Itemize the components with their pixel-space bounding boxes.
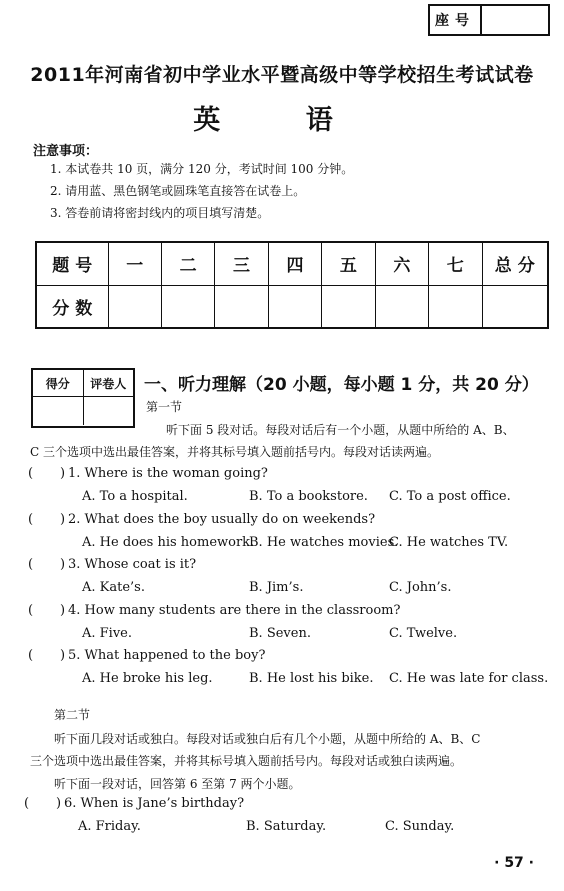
exam-title: 2011年河南省初中学业水平暨高级中等学校招生考试试卷 <box>30 64 534 86</box>
option-a: A. Five. <box>82 626 133 641</box>
seat-number-box <box>428 4 550 36</box>
option-b: B. Jim’s. <box>249 580 304 595</box>
score-table-header: 五 <box>322 242 375 285</box>
notes-title: 注意事项： <box>33 144 99 159</box>
score-cell[interactable] <box>268 285 321 328</box>
grader-score-field[interactable] <box>33 397 83 425</box>
option-c: C. Sunday. <box>385 819 455 834</box>
answer-blank[interactable] <box>38 512 60 528</box>
note-item: 2. 请用蓝、黑色钢笔或圆珠笔直接答在试卷上。 <box>50 184 306 198</box>
instruction-text: 三个选项中选出最佳答案，并将其标号填入题前括号内。每段对话或独白读两遍。 <box>30 754 463 768</box>
score-table-header: 七 <box>429 242 482 285</box>
seat-number-field[interactable] <box>482 6 548 34</box>
score-cell[interactable] <box>322 285 375 328</box>
note-item: 1. 本试卷共 10 页，满分 120 分，考试时间 100 分钟。 <box>50 162 354 176</box>
score-table-header: 一 <box>108 242 161 285</box>
answer-bracket-open: ( <box>28 512 34 527</box>
option-a: A. He does his homework. <box>82 535 255 550</box>
grader-name-label: 评卷人 <box>83 370 134 396</box>
part-label: 第二节 <box>54 708 91 722</box>
option-b: B. To a bookstore. <box>249 489 368 504</box>
answer-blank[interactable] <box>34 796 56 812</box>
grader-box <box>31 368 135 428</box>
score-table-header: 三 <box>215 242 268 285</box>
score-cell[interactable] <box>108 285 161 328</box>
answer-bracket-close: ) <box>56 796 62 811</box>
answer-bracket-open: ( <box>28 557 34 572</box>
instruction-text: 听下面一段对话，回答第 6 至第 7 两个小题。 <box>54 777 301 791</box>
option-b: B. Saturday. <box>246 819 327 834</box>
page-number: · 57 · <box>494 855 534 871</box>
option-b: B. Seven. <box>249 626 311 641</box>
score-table-header: 总 分 <box>482 242 548 285</box>
note-item: 3. 答卷前请将密封线内的项目填写清楚。 <box>50 206 270 220</box>
question-text: 2. What does the boy usually do on weekends? <box>68 512 376 527</box>
question-text: 1. Where is the woman going? <box>68 466 268 481</box>
option-c: C. To a post office. <box>389 489 511 504</box>
answer-bracket-close: ) <box>60 648 66 663</box>
exam-subject: 英 语 <box>193 105 371 136</box>
answer-blank[interactable] <box>38 603 60 619</box>
question-text: 5. What happened to the boy? <box>68 648 266 663</box>
option-a: A. To a hospital. <box>82 489 188 504</box>
question-text: 3. Whose coat is it? <box>68 557 197 572</box>
option-a: A. He broke his leg. <box>82 671 213 686</box>
score-table-header: 六 <box>375 242 428 285</box>
option-b: B. He watches movies. <box>249 535 399 550</box>
score-cell[interactable] <box>375 285 428 328</box>
option-a: A. Kate’s. <box>82 580 145 595</box>
section-heading: 一、听力理解（20 小题，每小题 1 分，共 20 分） <box>144 375 539 395</box>
instruction-text: C 三个选项中选出最佳答案，并将其标号填入题前括号内。每段对话读两遍。 <box>30 445 439 459</box>
instruction-text: 听下面 5 段对话。每段对话后有一个小题，从题中所给的 A、B、 <box>166 423 515 437</box>
answer-blank[interactable] <box>38 648 60 664</box>
answer-bracket-close: ) <box>60 603 66 618</box>
option-c: C. Twelve. <box>389 626 458 641</box>
answer-bracket-close: ) <box>60 512 66 527</box>
answer-bracket-open: ( <box>28 466 34 481</box>
score-table-header-row <box>36 242 548 285</box>
answer-blank[interactable] <box>38 466 60 482</box>
option-c: C. John’s. <box>389 580 452 595</box>
grader-score-label: 得分 <box>45 376 70 391</box>
score-table-header: 二 <box>161 242 214 285</box>
option-a: A. Friday. <box>78 819 141 834</box>
option-c: C. He was late for class. <box>389 671 549 686</box>
option-c: C. He watches TV. <box>389 535 509 550</box>
answer-blank[interactable] <box>38 557 60 573</box>
question-text: 6. When is Jane’s birthday? <box>64 796 245 811</box>
part-label: 第一节 <box>146 400 183 414</box>
question-text: 4. How many students are there in the classroom? <box>68 603 401 618</box>
answer-bracket-close: ) <box>60 557 66 572</box>
score-cell[interactable] <box>482 285 548 328</box>
score-cell[interactable] <box>215 285 268 328</box>
answer-bracket-open: ( <box>28 648 34 663</box>
answer-bracket-close: ) <box>60 466 66 481</box>
seat-number-label: 座号 <box>430 6 482 34</box>
score-table-header: 四 <box>268 242 321 285</box>
score-cell[interactable] <box>161 285 214 328</box>
answer-bracket-open: ( <box>24 796 30 811</box>
instruction-text: 听下面几段对话或独白。每段对话或独白后有几个小题，从题中所给的 A、B、C <box>54 732 481 746</box>
score-table-header: 题 号 <box>36 242 108 285</box>
score-table <box>35 241 549 329</box>
answer-bracket-open: ( <box>28 603 34 618</box>
option-b: B. He lost his bike. <box>249 671 374 686</box>
score-cell[interactable] <box>429 285 482 328</box>
score-row-label: 分 数 <box>36 285 108 328</box>
grader-name-field[interactable] <box>83 397 134 425</box>
score-table-score-row <box>36 285 548 328</box>
